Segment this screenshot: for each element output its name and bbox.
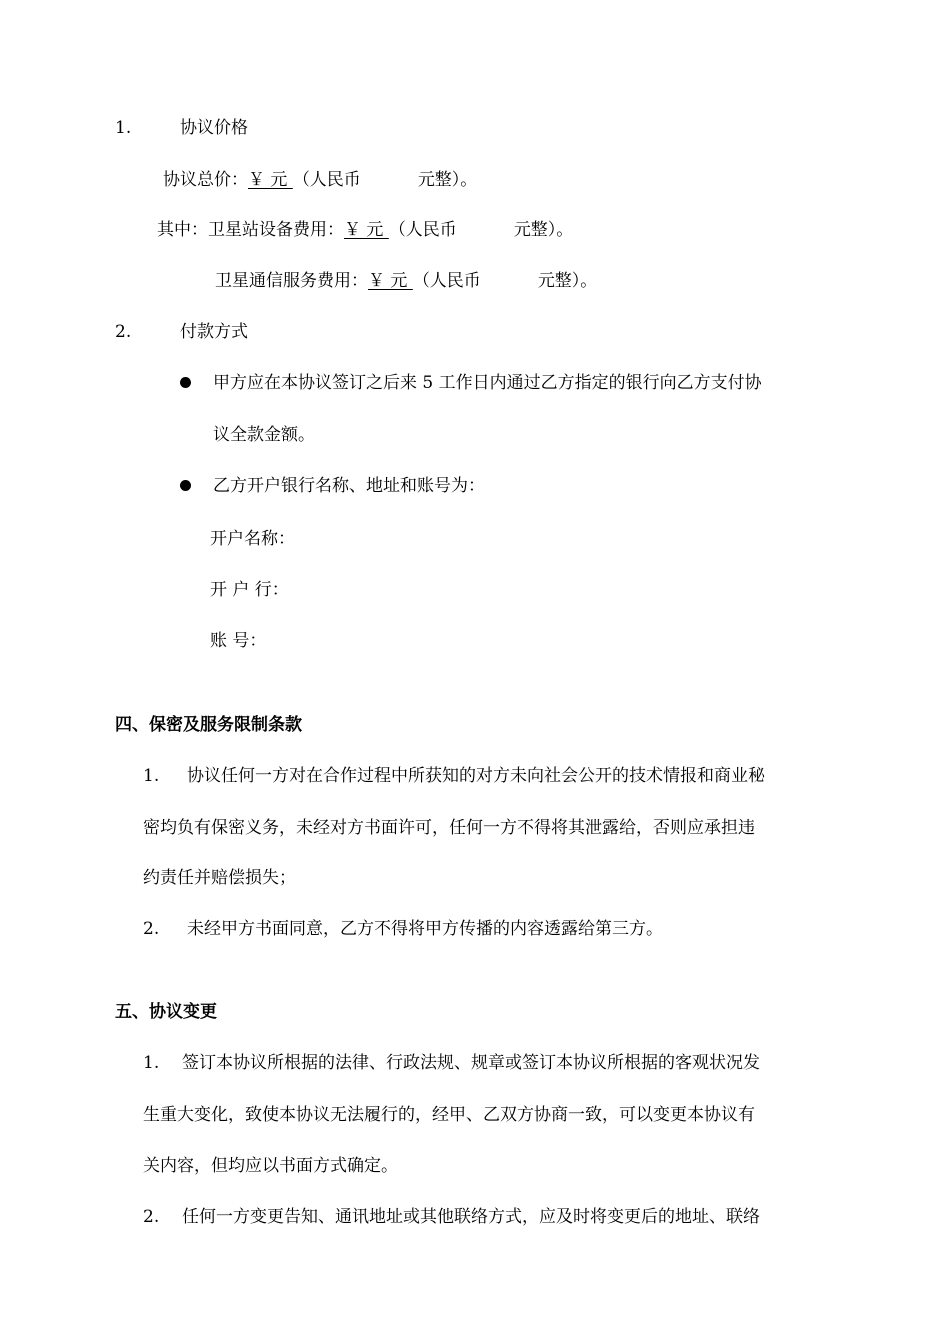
section4-item1-line3: 约责任并赔偿损失； xyxy=(143,868,296,888)
total-price-label: 协议总价： xyxy=(163,170,248,190)
payment-bullet1-line1: 甲方应在本协议签订之后来 5 工作日内通过乙方指定的银行向乙方支付协 xyxy=(213,373,762,393)
service-fee-line xyxy=(215,269,597,293)
bullet-icon xyxy=(180,480,191,491)
equipment-fee-label: 其中：卫星站设备费用： xyxy=(157,220,344,240)
price-number: 1. xyxy=(115,118,132,138)
price-title: 协议价格 xyxy=(180,118,248,138)
section5-heading: 五、协议变更 xyxy=(115,1002,217,1022)
payment-number: 2. xyxy=(115,322,132,342)
service-fee-end: 元整）。 xyxy=(537,271,598,291)
section4-item1-line2: 密均负有保密义务，未经对方书面许可，任何一方不得将其泄露给，否则应承担违 xyxy=(143,818,755,838)
section5-item2-number: 2. xyxy=(143,1207,160,1227)
account-number-label: 账 号： xyxy=(210,631,267,651)
section5-item1-line1: 签订本协议所根据的法律、行政法规、规章或签订本协议所根据的客观状况发 xyxy=(182,1053,760,1073)
bank-label: 开 户 行： xyxy=(210,580,289,600)
bullet-icon xyxy=(180,377,191,388)
service-fee-amount: ￥ 元 xyxy=(368,271,413,291)
total-price-amount: ￥ 元 xyxy=(248,170,293,190)
payment-bullet1-line2: 议全款金额。 xyxy=(213,425,315,445)
section5-item1-line3: 关内容，但均应以书面方式确定。 xyxy=(143,1156,398,1176)
section4-item2-number: 2. xyxy=(143,919,160,939)
total-price-end: 元整）。 xyxy=(417,170,478,190)
section5-item2-line1: 任何一方变更告知、通讯地址或其他联络方式，应及时将变更后的地址、联络 xyxy=(182,1207,760,1227)
section5-item1-number: 1. xyxy=(143,1053,160,1073)
service-fee-rmb: （人民币 xyxy=(412,271,481,291)
equipment-fee-end: 元整）。 xyxy=(513,220,574,240)
section5-item1-line2: 生重大变化，致使本协议无法履行的，经甲、乙双方协商一致，可以变更本协议有 xyxy=(143,1105,755,1125)
service-fee-label: 卫星通信服务费用： xyxy=(215,271,368,291)
section4-item2-line1: 未经甲方书面同意，乙方不得将甲方传播的内容透露给第三方。 xyxy=(187,919,663,939)
account-name-label: 开户名称： xyxy=(210,529,295,549)
section4-item1-number: 1. xyxy=(143,766,160,786)
equipment-fee-rmb: （人民币 xyxy=(388,220,457,240)
section4-heading: 四、保密及服务限制条款 xyxy=(115,715,302,735)
total-price-line xyxy=(163,168,477,192)
payment-title: 付款方式 xyxy=(180,322,248,342)
total-price-rmb: （人民币 xyxy=(292,170,361,190)
payment-bullet2: 乙方开户银行名称、地址和账号为： xyxy=(213,476,485,496)
section4-item1-line1: 协议任何一方对在合作过程中所获知的对方未向社会公开的技术情报和商业秘 xyxy=(187,766,765,786)
equipment-fee-line xyxy=(157,218,573,242)
equipment-fee-amount: ￥ 元 xyxy=(344,220,389,240)
